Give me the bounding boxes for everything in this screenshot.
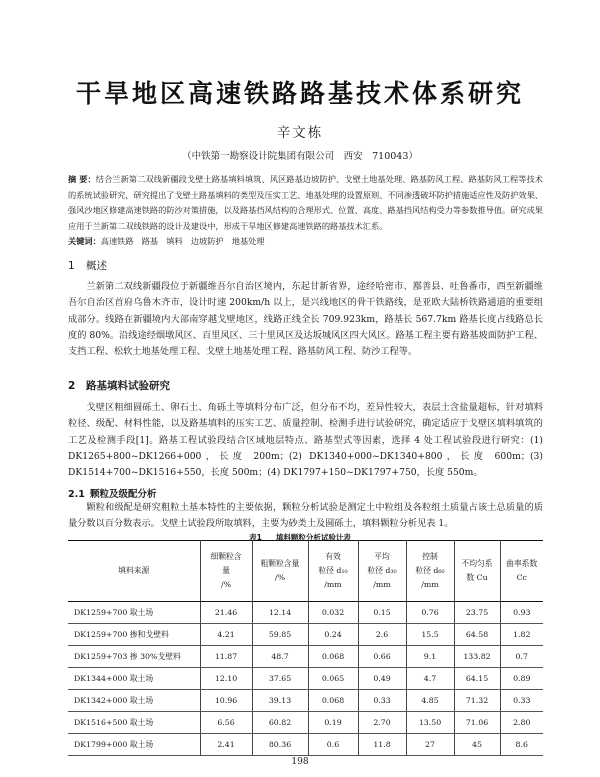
abstract-text: 结合兰新第二双线新疆段戈壁土路基填料填筑、风区路基边坡防护、戈壁土地基处理、路基防风工程、路基防风工程等技术的系统试验研究，研究提出了戈壁土路基填料的类型及压实工艺、地基处理的设置原则、不同渗透破坏防护措施适应性及防护效果、强风沙地区修建高速铁路的防沙对策措施，以及路基挡风结构的合理形式、位置、高度、路基挡风结构受力等参数推导值。研究成果应用于兰新第二双线铁路的设计及建设中，形成干旱地区修建高速铁路的路基技术汇系。 — [68, 174, 543, 232]
table-cell: 0.19 — [308, 712, 358, 734]
table-cell: 0.068 — [308, 690, 358, 712]
section-1-number: 1 — [68, 260, 75, 272]
section-2-1-paragraph: 颗粒和级配是研究粗粒土基本特性的主要依据，颗粒分析试验是测定土中粒组及各粒组土质量占该土总质量的质量分数以百分数表示。戈壁土试验段所取填料，主要为砂类土及圆砾土，填料颗粒分析见表 1。 — [68, 502, 543, 530]
table-cell: 0.49 — [358, 668, 406, 690]
section-1-heading — [68, 258, 107, 273]
table-row — [68, 690, 543, 712]
table-cell: 11.8 — [358, 734, 406, 756]
table-cell: 37.65 — [252, 668, 308, 690]
table-row — [68, 646, 543, 668]
table-cell: 2.70 — [358, 712, 406, 734]
table-header-text: 填料来源 — [118, 566, 150, 575]
table-cell: 45 — [454, 734, 500, 756]
table-cell: 4.21 — [200, 624, 252, 646]
table-cell: 0.7 — [500, 646, 543, 668]
table-cell: 80.36 — [252, 734, 308, 756]
table-header-text: 平均 — [374, 552, 390, 561]
section-2-number: 2 — [68, 380, 76, 392]
table-header-text: 粒径 d₃₀ — [367, 566, 397, 575]
table-cell: 15.5 — [406, 624, 454, 646]
table-cell: 48.7 — [252, 646, 308, 668]
table-cell: 2.41 — [200, 734, 252, 756]
table-cell: 64.58 — [454, 624, 500, 646]
table-row — [68, 712, 543, 734]
section-1-paragraph: 兰新第二双线新疆段位于新疆维吾尔自治区境内，东起甘新省界，途经哈密市、鄯善县、吐鲁番市，西至新疆维吾尔自治区首府乌鲁木齐市，设计时速 200km/h 以上，是兴线地区的骨干铁路线，是亚欧大陆桥铁路通道的重要组成部分。线路在新疆境内大部南穿越戈壁地区，线路正线全长 709.923km，路基长 567.7km 路基长度占线路总长度的 80%。沿线途经烟墩风区、百里风区、三十里风区及达坂城风区四大风区。路基工程主要有路基坡面防护工程、支挡工程、松软土地基处理工程、戈壁土地基处理工程、路基防风工程、防沙工程等。 — [68, 281, 543, 358]
table-cell: 0.24 — [308, 624, 358, 646]
table-cell: 59.85 — [252, 624, 308, 646]
author-name: 辛文栋 — [276, 125, 324, 141]
table-header-cell — [454, 541, 500, 602]
table-cell: 60.82 — [252, 712, 308, 734]
section-2-title: 路基填料试验研究 — [86, 380, 170, 392]
table-header-text: /% — [220, 580, 232, 589]
table-header-text: 不均匀系 — [461, 559, 493, 568]
table-cell: DK1259+703 掺 30%戈壁料 — [68, 646, 200, 668]
abstract — [68, 172, 543, 235]
table-cell: 27 — [406, 734, 454, 756]
table-cell: 0.76 — [406, 602, 454, 624]
table-cell: DK1259+700 取土场 — [68, 602, 200, 624]
table-header-cell — [252, 541, 308, 602]
table-header-text: 数 Cu — [466, 573, 488, 582]
table-cell: 39.13 — [252, 690, 308, 712]
section-2-1-title: 颗粒及级配分析 — [90, 489, 157, 500]
table-header-text: 控制 — [422, 552, 438, 561]
author-affiliation: （中铁第一勘察设计院集团有限公司 西安 710043） — [182, 151, 418, 162]
table-row — [68, 602, 543, 624]
table-cell: 0.15 — [358, 602, 406, 624]
paper-title: 干旱地区高速铁路路基技术体系研究 — [75, 79, 524, 108]
table-cell: DK1516+500 取土场 — [68, 712, 200, 734]
table-header-cell — [406, 541, 454, 602]
table-cell: 0.065 — [308, 668, 358, 690]
table-header-cell — [358, 541, 406, 602]
table-cell: 21.46 — [200, 602, 252, 624]
table-cell: 4.7 — [406, 668, 454, 690]
table-cell: 71.32 — [454, 690, 500, 712]
table-cell: 0.032 — [308, 602, 358, 624]
table-header-text: 有效 — [325, 552, 341, 561]
table-header-cell — [68, 541, 200, 602]
table-row — [68, 734, 543, 756]
table-1-number: 表1 — [249, 533, 262, 542]
table-cell: 1.82 — [500, 624, 543, 646]
table-header-text: /mm — [324, 580, 342, 589]
table-cell: 64.15 — [454, 668, 500, 690]
table-cell: 2.80 — [500, 712, 543, 734]
table-header-text: 细颗粒含 — [210, 552, 242, 561]
table-header-text: 粒径 d₆₀ — [415, 566, 445, 575]
table-cell: DK1259+700 掺和戈壁料 — [68, 624, 200, 646]
keywords — [68, 234, 543, 248]
table-cell: DK1342+000 取土场 — [68, 690, 200, 712]
table-cell: 2.6 — [358, 624, 406, 646]
keywords-label: 关键词： — [68, 236, 101, 246]
table-cell: 11.87 — [200, 646, 252, 668]
keywords-text: 高速铁路 路基 填料 边坡防护 地基处理 — [100, 236, 265, 246]
table-cell: 0.33 — [358, 690, 406, 712]
table-cell: 4.85 — [406, 690, 454, 712]
section-1-title: 概述 — [86, 260, 107, 272]
table-cell: DK1344+000 取土场 — [68, 668, 200, 690]
table-header-row — [68, 541, 543, 602]
table-cell: 0.93 — [500, 602, 543, 624]
table-body — [68, 602, 543, 756]
table-header-text: /mm — [373, 580, 391, 589]
table-cell: 6.56 — [200, 712, 252, 734]
table-cell: DK1799+000 取土场 — [68, 734, 200, 756]
section-2-heading — [68, 378, 170, 393]
table-cell: 9.1 — [406, 646, 454, 668]
table-row — [68, 624, 543, 646]
table-row — [68, 668, 543, 690]
table-header-text: 量 — [222, 566, 230, 575]
table-cell: 0.6 — [308, 734, 358, 756]
table-header-text: /mm — [421, 580, 439, 589]
table-cell: 13.50 — [406, 712, 454, 734]
table-cell: 12.14 — [252, 602, 308, 624]
table-cell: 0.66 — [358, 646, 406, 668]
table-header-text: 曲率系数 Cc — [506, 559, 538, 582]
table-cell: 10.96 — [200, 690, 252, 712]
table-header-cell — [200, 541, 252, 602]
table-header-text: /% — [274, 573, 286, 582]
table-cell: 0.89 — [500, 668, 543, 690]
table-cell: 0.33 — [500, 690, 543, 712]
table-cell: 71.06 — [454, 712, 500, 734]
particle-analysis-table — [68, 540, 543, 756]
table-cell: 0.068 — [308, 646, 358, 668]
table-header-cell — [500, 541, 543, 602]
section-2-1-number: 2.1 — [68, 489, 85, 500]
section-2-1-heading — [68, 486, 157, 500]
table-header-cell — [308, 541, 358, 602]
table-cell: 133.82 — [454, 646, 500, 668]
table-header-text: 粒径 d₁₀ — [318, 566, 348, 575]
table-cell: 8.6 — [500, 734, 543, 756]
table-header-text: 粗颗粒含量 — [260, 559, 300, 568]
section-2-paragraph: 戈壁区粗细圆砾土、卵石土、角砾土等填料分布广泛，但分布不均，差异性较大，表层土含盐量超标，针对填料粒径、级配、材料性能，以及路基填料的压实工艺、质量控制、检测手进行试验研究，确定适应于戈壁区填料填筑的工艺及检测手段[1]。路基工程试验段结合区域地层特点、路基型式等因素，选择 4 处工程试验段进行研究：(1) DK1265+800~DK1266+000，长度 200m；(2) DK1340+000~DK1340+800，长度 600m；(3) DK1514+700~DK1516+550，长度 500m；(4) DK1797+150~DK1797+750，长度 550m。 — [68, 402, 543, 479]
abstract-label: 摘 要： — [68, 174, 96, 184]
page-number: 198 — [291, 757, 309, 767]
table-1-title: 填料颗粒分析试验计表 — [275, 533, 351, 542]
table-cell: 12.10 — [200, 668, 252, 690]
table-cell: 23.75 — [454, 602, 500, 624]
